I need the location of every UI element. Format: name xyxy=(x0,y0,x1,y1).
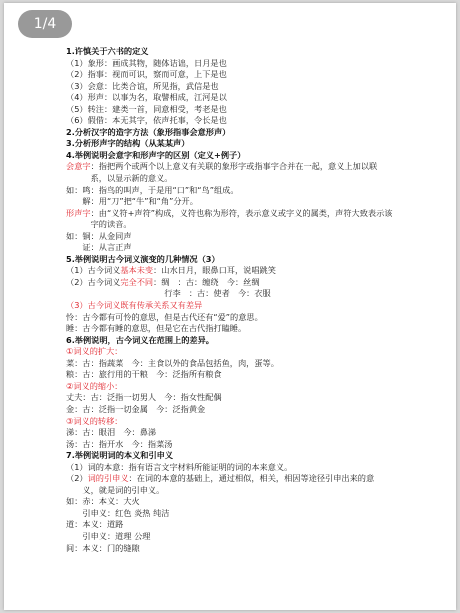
document-body xyxy=(66,46,446,554)
document-line xyxy=(66,254,446,266)
document-line xyxy=(66,485,446,497)
line-text: 行李 ：古：使者 今：衣服 xyxy=(66,288,271,299)
line-text: 间：本义：门的缝隙 xyxy=(66,542,140,553)
document-line xyxy=(66,416,446,428)
line-text: 涕：古：眼泪 今：鼻涕 xyxy=(66,427,157,438)
document-line xyxy=(66,58,446,70)
document-line xyxy=(66,312,446,324)
line-text: 证：从言正声 xyxy=(66,242,132,253)
document-line xyxy=(66,92,446,104)
line-text: 引申义：道理 公理 xyxy=(66,530,151,541)
page-indicator: 1/4 xyxy=(18,10,72,38)
document-line xyxy=(66,242,446,254)
section-heading: 5.举例说明古今词义演变的几种情况（3） xyxy=(66,253,220,264)
document-page xyxy=(4,3,456,610)
line-text: 如：赤：本义：大火 xyxy=(66,496,140,507)
document-line xyxy=(66,185,446,197)
document-line xyxy=(66,161,446,173)
line-text: ：由“义符+声符”构成，义符也称为形符，表示意义或字义的属类，声符大致表示该 xyxy=(90,207,393,218)
section-heading: 3.分析形声字的结构（从某某声） xyxy=(66,138,190,149)
line-text: ：绸 ：古：缠绕 今：丝绸 xyxy=(153,276,260,287)
document-line xyxy=(66,196,446,208)
line-text: （1）古今词义 xyxy=(66,265,121,276)
line-text: 字的读音。 xyxy=(66,219,132,230)
document-line xyxy=(66,288,446,300)
line-text: （1）象形：画成其物，随体诘诎，日月是也 xyxy=(66,57,227,68)
document-line xyxy=(66,404,446,416)
document-line xyxy=(66,150,446,162)
line-text: （6）假借：本无其字，依声托事，令长是也 xyxy=(66,115,227,126)
highlighted-term: 会意字 xyxy=(66,161,91,172)
line-text: 道：本义：道路 xyxy=(66,519,124,530)
line-text: 系，以显示新的意义。 xyxy=(66,173,173,184)
document-line xyxy=(66,508,446,520)
line-text: ：山水日月，眼鼻口耳，说唱跳笑 xyxy=(153,265,276,276)
document-line xyxy=(66,473,446,485)
document-line xyxy=(66,531,446,543)
document-line xyxy=(66,138,446,150)
document-line xyxy=(66,358,446,370)
highlighted-term: ②词义的缩小： xyxy=(66,380,123,391)
line-text: （3）会意：比类合谊，所见指，武信是也 xyxy=(66,80,219,91)
document-line xyxy=(66,127,446,139)
line-text: 金：古：泛指一切金属 今：泛指黄金 xyxy=(66,403,206,414)
highlighted-term: 词的引申义 xyxy=(87,473,129,484)
document-line xyxy=(66,300,446,312)
line-text: （2）古今词义 xyxy=(66,276,121,287)
section-heading: 2.分析汉字的造字方法（象形指事会意形声） xyxy=(66,126,231,137)
document-line xyxy=(66,277,446,289)
line-text: 怜：古今都有可怜的意思，但是古代还有“爱”的意思。 xyxy=(66,311,263,322)
document-line xyxy=(66,115,446,127)
highlighted-term: 基本未变 xyxy=(120,265,154,276)
line-text: 菜：古：指蔬菜 今：主食以外的食品包括鱼，肉，蛋等。 xyxy=(66,357,279,368)
document-line xyxy=(66,231,446,243)
document-line xyxy=(66,346,446,358)
document-line xyxy=(66,543,446,555)
section-heading: 4.举例说明会意字和形声字的区别（定义+例子） xyxy=(66,149,246,160)
document-line xyxy=(66,462,446,474)
document-line xyxy=(66,519,446,531)
document-line xyxy=(66,46,446,58)
document-line xyxy=(66,173,446,185)
highlighted-term: ①词义的扩大： xyxy=(66,346,123,357)
document-line xyxy=(66,427,446,439)
line-text: 汤：古：指开水 今：指菜汤 xyxy=(66,438,173,449)
highlighted-term: 形声字 xyxy=(66,207,91,218)
line-text: 粮：古：旅行用的干粮 今：泛指所有粮食 xyxy=(66,369,222,380)
highlighted-term: ③词义的转移： xyxy=(66,415,123,426)
document-line xyxy=(66,69,446,81)
highlighted-term: （3）古今词义既有传承关系又有差异 xyxy=(66,300,203,311)
section-heading: 7.举例说明词的本义和引申义 xyxy=(66,450,174,461)
document-line xyxy=(66,81,446,93)
document-line xyxy=(66,265,446,277)
line-text: 义，就是词的引申义。 xyxy=(66,484,165,495)
line-text: （1）词的本意：指有语言文字材料所能证明的词的本来意义。 xyxy=(66,461,293,472)
line-text: ：在词的本意的基础上，通过相似，相关，相因等途径引申出来的意 xyxy=(128,473,375,484)
line-text: 如：鸣：指鸟的叫声，于是用“口”和“鸟”组成。 xyxy=(66,184,239,195)
line-text: 引申义：红色 炎热 纯洁 xyxy=(66,507,170,518)
line-text: （2）指事：视而可识，察而可意，上下是也 xyxy=(66,69,227,80)
document-line xyxy=(66,208,446,220)
line-text: 解：用“刀”把“牛”和“角”分开。 xyxy=(66,196,198,207)
document-line xyxy=(66,335,446,347)
section-heading: 1.许慎关于六书的定义 xyxy=(66,46,149,56)
document-line xyxy=(66,392,446,404)
highlighted-term: 完全不同 xyxy=(120,276,154,287)
document-line xyxy=(66,219,446,231)
line-text: 如：铜：从金同声 xyxy=(66,230,132,241)
document-line xyxy=(66,323,446,335)
line-text: 丈夫：古：泛指一切男人 今：指女性配偶 xyxy=(66,392,222,403)
document-line xyxy=(66,439,446,451)
document-line xyxy=(66,104,446,116)
section-heading: 6.举例说明，古今词义在范围上的差异。 xyxy=(66,334,214,345)
document-line xyxy=(66,496,446,508)
line-text: （2） xyxy=(66,473,88,484)
line-text: 睡：古今都有睡的意思，但是它在古代指打瞌睡。 xyxy=(66,323,247,334)
document-line xyxy=(66,450,446,462)
line-text: ：指把两个或两个以上意义有关联的象形字或指事字合并在一起，意义上加以联 xyxy=(90,161,378,172)
line-text: （5）转注：建类一首，同意相受，考老是也 xyxy=(66,103,227,114)
document-line xyxy=(66,369,446,381)
document-line xyxy=(66,381,446,393)
line-text: （4）形声：以事为名，取譬相成，江河是以 xyxy=(66,92,227,103)
